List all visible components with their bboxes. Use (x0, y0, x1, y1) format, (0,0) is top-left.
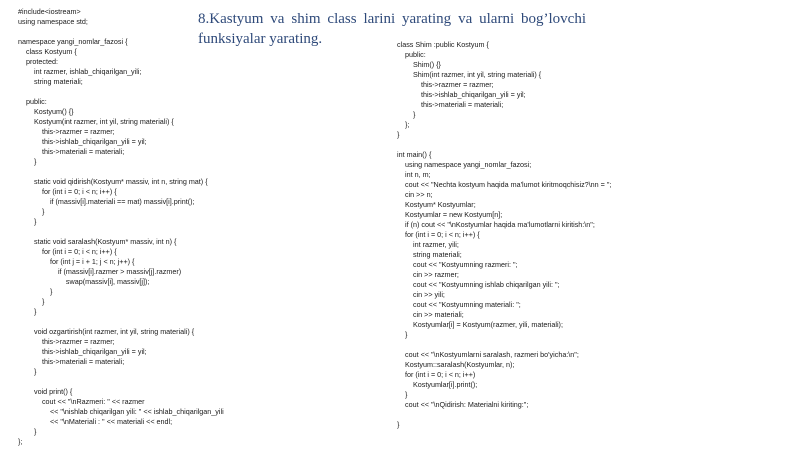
code-line: string materiali; (397, 250, 462, 259)
code-line (18, 317, 224, 327)
code-line: } (18, 157, 37, 166)
code-line (18, 167, 224, 177)
code-line: } (18, 287, 53, 296)
code-line: public: (18, 97, 47, 106)
code-line: this->razmer = razmer; (397, 80, 494, 89)
code-line: class Kostyum { (18, 47, 77, 56)
code-line: } (18, 297, 45, 306)
code-line: for (int i = 0; i < n; i++) { (397, 230, 480, 239)
code-line: } (397, 110, 416, 119)
code-line: cin >> n; (397, 190, 433, 199)
code-line (397, 140, 611, 150)
code-line: this->materiali = materiali; (18, 147, 125, 156)
code-line: void ozgartirish(int razmer, int yil, string materiali) { (18, 327, 195, 336)
code-line: } (397, 390, 408, 399)
code-line: cin >> razmer; (397, 270, 459, 279)
code-line (18, 27, 224, 37)
code-line: int razmer, yili; (397, 240, 459, 249)
code-line: int razmer, ishlab_chiqarilgan_yili; (18, 67, 142, 76)
code-block-right (397, 40, 611, 430)
slide-title: 8.Kastyum va shim class larini yarating va ularni bog’lovchi funksiyalar yarating. (198, 11, 586, 47)
code-line: Kostyum::saralash(Kostyumlar, n); (397, 360, 515, 369)
code-line: cin >> materiali; (397, 310, 464, 319)
code-line: Kostyumlar[i] = Kostyum(razmer, yili, materiali); (397, 320, 563, 329)
code-line: cout << "Kostyumning ishlab chiqarilgan yili: "; (397, 280, 560, 289)
code-line: << "\nishlab chiqarilgan yili: " << ishlab_chiqarilgan_yili (18, 407, 224, 416)
code-line: }; (397, 120, 410, 129)
code-line: Kostyumlar[i].print(); (397, 380, 478, 389)
code-line: int main() { (397, 150, 432, 159)
code-line: this->materiali = materiali; (18, 357, 125, 366)
code-line: using namespace yangi_nomlar_fazosi; (397, 160, 532, 169)
code-line: for (int i = 0; i < n; i++) (397, 370, 476, 379)
code-line: if (massiv[i].materiali == mat) massiv[i].print(); (18, 197, 195, 206)
code-line: namespace yangi_nomlar_fazosi { (18, 37, 128, 46)
code-line: } (18, 367, 37, 376)
code-line: this->ishlab_chiqarilgan_yili = yil; (18, 137, 147, 146)
code-line: } (18, 207, 45, 216)
code-line: cout << "Nechta kostyum haqida ma'lumot kiritmoqchisiz?\nn = "; (397, 180, 612, 189)
code-line: this->razmer = razmer; (18, 337, 115, 346)
code-line: this->materiali = materiali; (397, 100, 504, 109)
code-line: if (n) cout << "\nKostyumlar haqida ma'lumotlarni kiritish:\n"; (397, 220, 595, 229)
code-line: Kostyum* Kostyumlar; (397, 200, 476, 209)
code-line: int n, m; (397, 170, 431, 179)
code-line: cout << "Kostyumning razmeri: "; (397, 260, 518, 269)
code-line (18, 377, 224, 387)
code-line: Kostyumlar = new Kostyum[n]; (397, 210, 503, 219)
code-line: for (int i = 0; i < n; i++) { (18, 187, 117, 196)
code-line: static void saralash(Kostyum* massiv, int n) { (18, 237, 177, 246)
code-line: cout << "\nKostyumlarni saralash, razmeri bo'yicha:\n"; (397, 350, 579, 359)
code-line: this->razmer = razmer; (18, 127, 115, 136)
code-line: Kostyum() {} (18, 107, 74, 116)
code-line: } (18, 307, 37, 316)
code-line: }; (18, 437, 23, 446)
code-line (18, 87, 224, 97)
code-line: public: (397, 50, 426, 59)
code-line: } (18, 427, 37, 436)
code-line: Kostyum(int razmer, int yil, string materiali) { (18, 117, 174, 126)
code-line: static void qidirish(Kostyum* massiv, int n, string mat) { (18, 177, 208, 186)
code-line: protected: (18, 57, 58, 66)
code-line: #include<iostream> (18, 7, 81, 16)
code-line (397, 340, 611, 350)
code-line: this->ishlab_chiqarilgan_yili = yil; (397, 90, 526, 99)
code-line: class Shim :public Kostyum { (397, 40, 489, 49)
code-line: cout << "\nQidirish: Materialni kiriting:"; (397, 400, 529, 409)
code-line: for (int i = 0; i < n; i++) { (18, 247, 117, 256)
code-line (397, 410, 611, 420)
code-line: } (397, 330, 408, 339)
code-line: Shim(int razmer, int yil, string materiali) { (397, 70, 542, 79)
code-line: } (397, 420, 400, 429)
code-line: Shim() {} (397, 60, 441, 69)
code-block-left (18, 7, 224, 447)
code-line: void print() { (18, 387, 73, 396)
code-line: << "\nMateriali : " << materiali << endl; (18, 417, 173, 426)
code-line: for (int j = i + 1; j < n; j++) { (18, 257, 135, 266)
code-line: if (massiv[i].razmer > massiv[j].razmer) (18, 267, 182, 276)
code-line: using namespace std; (18, 17, 88, 26)
code-line: cout << "Kostyumning materiali: "; (397, 300, 521, 309)
code-line: string materiali; (18, 77, 83, 86)
code-line: this->ishlab_chiqarilgan_yili = yil; (18, 347, 147, 356)
code-line: } (397, 130, 400, 139)
code-line: cin >> yili; (397, 290, 445, 299)
code-line: swap(massiv[i], massiv[j]); (18, 277, 150, 286)
code-line: } (18, 217, 37, 226)
code-line (18, 227, 224, 237)
code-line: cout << "\nRazmeri: " << razmer (18, 397, 145, 406)
